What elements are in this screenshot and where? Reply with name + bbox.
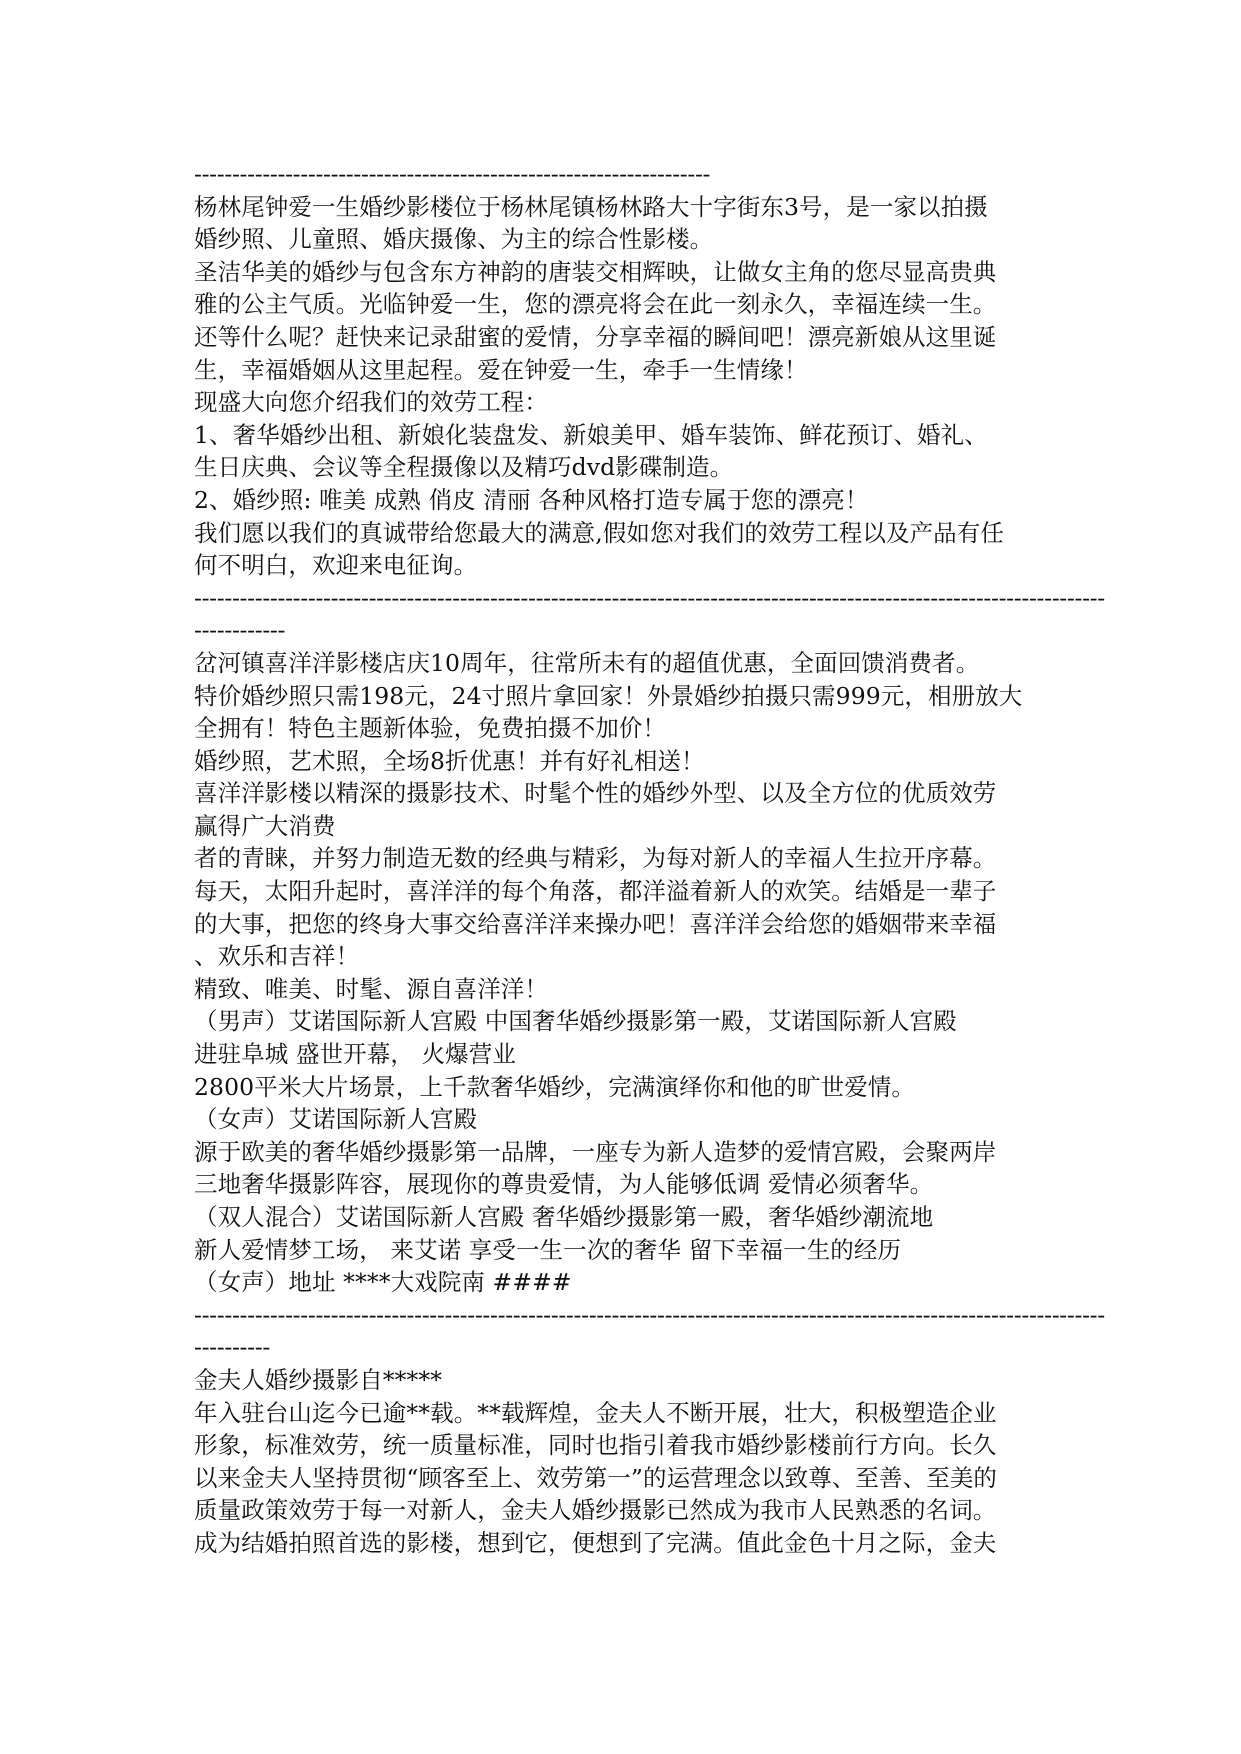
paragraph-line: 圣洁华美的婚纱与包含东方神韵的唐装交相辉映，让做女主角的您尽显高贵典 <box>194 257 997 286</box>
paragraph-line: 喜洋洋影楼以精深的摄影技术、时髦个性的婚纱外型、以及全方位的优质效劳 <box>194 779 997 808</box>
paragraph-line: 进驻阜城 盛世开幕， 火爆营业 <box>194 1040 516 1069</box>
section-xiyangyang-studio <box>194 647 1054 1299</box>
section-jinfuren-studio <box>194 1364 1054 1560</box>
paragraph-line: 形象，标准效劳，统一质量标准，同时也指引着我市婚纱影楼前行方向。长久 <box>194 1431 997 1460</box>
paragraph-line: 金夫人婚纱摄影自***** <box>194 1365 443 1394</box>
paragraph-line: 2、婚纱照: 唯美 成熟 俏皮 清丽 各种风格打造专属于您的漂亮！ <box>194 485 869 514</box>
paragraph-line: 每天，太阳升起时，喜洋洋的每个角落，都洋溢着新人的欢笑。结婚是一辈子 <box>194 877 997 906</box>
paragraph-line: 婚纱照、儿童照、婚庆摄像、为主的综合性影楼。 <box>194 225 714 254</box>
paragraph-line: 精致、唯美、时髦、源自喜洋洋！ <box>194 974 548 1003</box>
paragraph-line: （双人混合）艾诺国际新人宫殿 奢华婚纱摄影第一殿，奢华婚纱潮流地 <box>194 1203 934 1231</box>
paragraph-line: 新人爱情梦工场， 来艾诺 享受一生一次的奢华 留下幸福一生的经历 <box>194 1235 902 1264</box>
paragraph-line: 现盛大向您介绍我们的效劳工程： <box>194 388 548 417</box>
paragraph-line: 赢得广大消费 <box>194 811 336 840</box>
paragraph-line: 以来金夫人坚持贯彻“顾客至上、效劳第一”的运营理念以致尊、至善、至美的 <box>194 1463 998 1492</box>
paragraph-line: 源于欧美的奢华婚纱摄影第一品牌，一座专为新人造梦的爱情宫殿，会聚两岸 <box>194 1137 997 1166</box>
paragraph-line: 还等什么呢？赶快来记录甜蜜的爱情，分享幸福的瞬间吧！漂亮新娘从这里诞 <box>194 322 997 351</box>
paragraph-line: 岔河镇喜洋洋影楼店庆10周年，往常所未有的超值优惠，全面回馈消费者。 <box>194 648 980 677</box>
paragraph-line: 杨林尾钟爱一生婚纱影楼位于杨林尾镇杨林路大十字街东3号，是一家以拍摄 <box>194 192 988 221</box>
section-yanglinwei-studio <box>194 191 1054 582</box>
paragraph-line: （女声）艾诺国际新人宫殿 <box>194 1105 478 1134</box>
paragraph-line: 生日庆典、会议等全程摄像以及精巧dvd影碟制造。 <box>194 453 734 482</box>
paragraph-line: 、欢乐和吉祥！ <box>194 942 360 971</box>
separator-line: -------------------------------------------------------------------- <box>194 160 711 188</box>
paragraph-line: 雅的公主气质。光临钟爱一生，您的漂亮将会在此一刻永久，幸福连续一生。 <box>194 290 997 319</box>
paragraph-line: 特价婚纱照只需198元，24寸照片拿回家！外景婚纱拍摄只需999元，相册放大 <box>194 681 1023 710</box>
paragraph-line: 质量政策效劳于每一对新人，金夫人婚纱摄影已然成为我市人民熟悉的名词。 <box>194 1496 997 1525</box>
separator-line-continued: ---------- <box>194 1333 270 1362</box>
paragraph-line: 生，幸福婚姻从这里起程。爱在钟爱一生，牵手一生情缘！ <box>194 355 808 384</box>
paragraph-line: 年入驻台山迄今已逾**载。**载辉煌，金夫人不断开展，壮大，积极塑造企业 <box>194 1398 997 1427</box>
paragraph-line: 何不明白，欢迎来电征询。 <box>194 551 478 580</box>
separator-line: ------------------------------------------------------------------------------------------------------------------------ <box>194 583 1105 612</box>
paragraph-line: 的大事，把您的终身大事交给喜洋洋来操办吧！喜洋洋会给您的婚姻带来幸福 <box>194 909 997 938</box>
document-page <box>194 158 1105 1560</box>
separator-line: ------------------------------------------------------------------------------------------------------------------------ <box>194 1300 1105 1329</box>
paragraph-line: 者的青睐，并努力制造无数的经典与精彩，为每对新人的幸福人生拉开序幕。 <box>194 844 997 873</box>
paragraph-line: 我们愿以我们的真诚带给您最大的满意,假如您对我们的效劳工程以及产品有任 <box>194 518 1004 547</box>
paragraph-line: 成为结婚拍照首选的影楼，想到它，便想到了完满。值此金色十月之际，金夫 <box>194 1528 997 1557</box>
paragraph-line: 2800平米大片场景，上千款奢华婚纱，完满演绎你和他的旷世爱情。 <box>194 1072 916 1101</box>
paragraph-line: 全拥有！特色主题新体验，免费拍摄不加价！ <box>194 714 666 743</box>
separator-line-continued: ------------ <box>194 616 286 645</box>
paragraph-line: 1、奢华婚纱出租、新娘化装盘发、新娘美甲、婚车装饰、鲜花预订、婚礼、 <box>194 420 988 449</box>
paragraph-line: （男声）艾诺国际新人宫殿 中国奢华婚纱摄影第一殿，艾诺国际新人宫殿 <box>194 1007 957 1036</box>
paragraph-line: （女声）地址 ****大戏院南 #### <box>194 1268 572 1297</box>
paragraph-line: 三地奢华摄影阵容，展现你的尊贵爱情，为人能够低调 爱情必须奢华。 <box>194 1170 934 1199</box>
paragraph-line: 婚纱照，艺术照，全场8折优惠！并有好礼相送！ <box>194 746 705 775</box>
